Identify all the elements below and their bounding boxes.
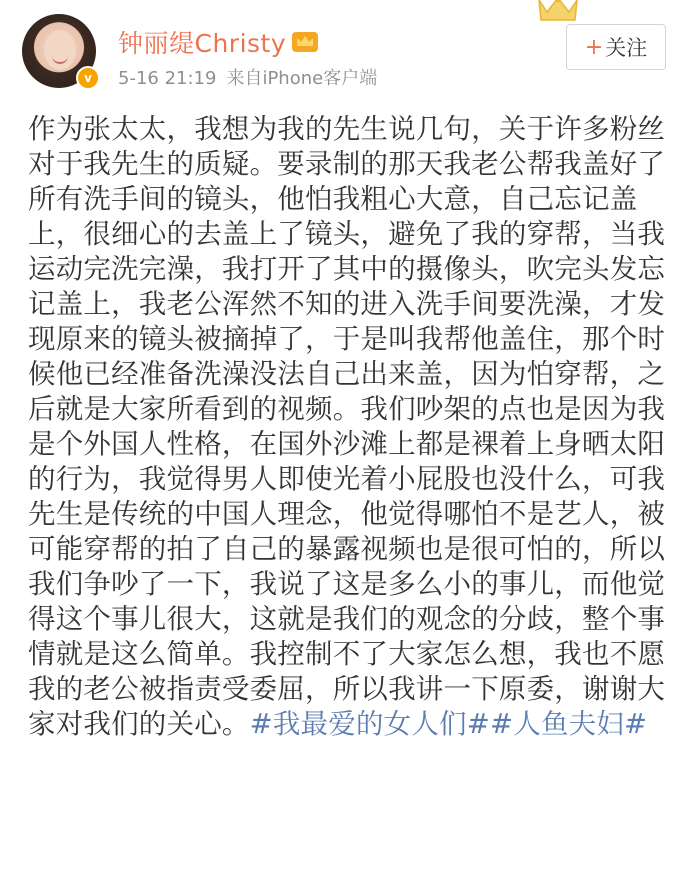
username-row (118, 24, 318, 60)
post-text: 作为张太太，我想为我的先生说几句，关于许多粉丝对于我先生的质疑。要录制的那天我老公帮我盖好了所有洗手间的镜头，他怕我粗心大意，自己忘记盖上，很细心的去盖上了镜头，避免了我的穿帮，当我运动完洗完澡，我打开了其中的摄像头，吹完头发忘记盖上，我老公浑然不知的进入洗手间要洗澡，才发现原来的镜头被摘掉了，于是叫我帮他盖住，那个时候他已经准备洗澡没法自己出来盖，因为怕穿帮，之后就是大家所看到的视频。我们吵架的点也是因为我是个外国人性格，在国外沙滩上都是裸着上身晒太阳的行为，我觉得男人即使光着小屁股也没什么，可我先生是传统的中国人理念，他觉得哪怕不是艺人，被可能穿帮的拍了自己的暴露视频也是很可怕的，所以我们争吵了一下，我说了这是多么小的事儿，而他觉得这个事儿很大，这就是我们的观念的分歧，整个事情就是这么简单。我控制不了大家怎么想，我也不愿我的老公被指责受委屈，所以我讲一下原委，谢谢大家对我们的关心。 (28, 113, 666, 740)
hashtag-link[interactable]: #人鱼夫妇# (490, 708, 648, 740)
verified-badge-icon: v (76, 66, 100, 90)
follow-label: 关注 (605, 36, 648, 60)
hashtag-link[interactable]: #我最爱的女人们# (249, 708, 490, 740)
post-header (0, 0, 690, 110)
username-link[interactable]: 钟丽缇Christy (118, 29, 287, 58)
follow-button[interactable] (566, 24, 666, 70)
post-timestamp: 5-16 21:19 (118, 68, 217, 89)
post-meta (118, 64, 377, 90)
vip-crown-icon[interactable] (292, 32, 318, 52)
plus-icon: + (584, 34, 604, 60)
post-body (28, 112, 668, 742)
avatar-face (44, 30, 76, 70)
crown-decoration-icon (533, 0, 583, 22)
post-source: 来自iPhone客户端 (226, 68, 378, 89)
